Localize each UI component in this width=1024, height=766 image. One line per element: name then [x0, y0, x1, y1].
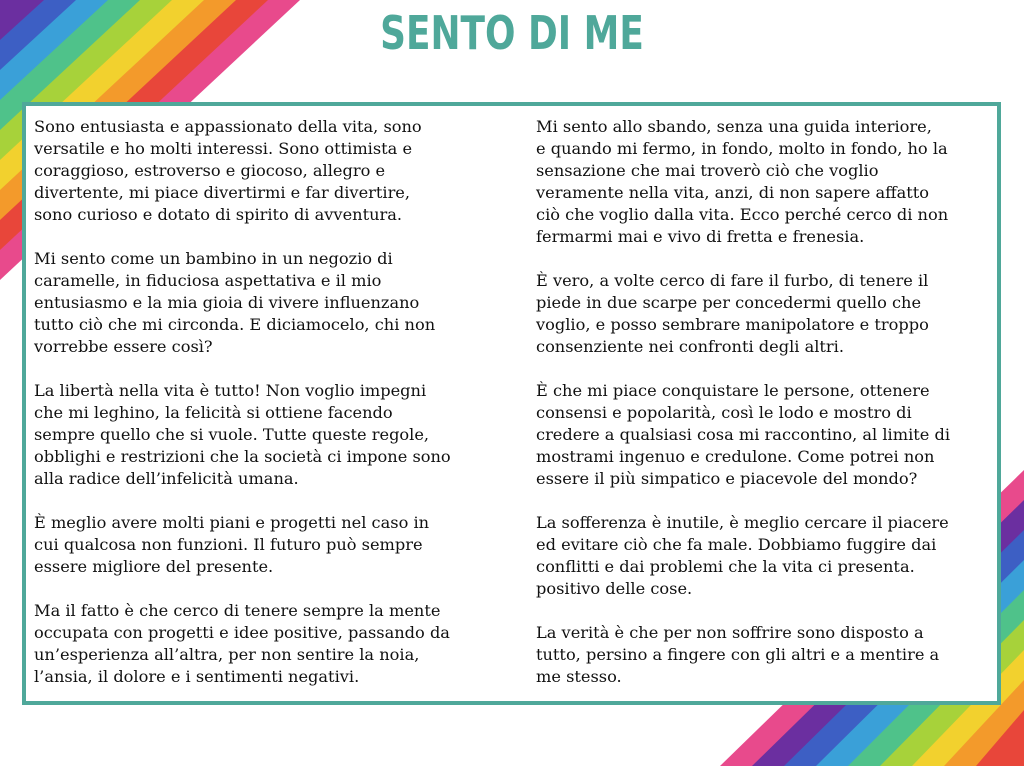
paragraph: La verità è che per non soffrire sono disposto a tutto, persino a fingere con gli altri e a mentire a me stesso.: [536, 623, 940, 686]
paragraph: La libertà nella vita è tutto! Non voglio impegni che mi leghino, la felicità si ottiene facendo sempre quello che si vuole. Tutte queste regole, obblighi e restrizioni che la società ci impone sono alla radice dell’infelicità umana.: [34, 381, 451, 488]
paragraph: È che mi piace conquistare le persone, ottenere consensi e popolarità, così le lodo e mostro di credere a qualsiasi cosa mi raccontino, al limite di mostrami ingenuo e credulone. Come potrei non essere il più simpatico e piacevole del mondo?: [536, 381, 951, 488]
text-box: [22, 102, 1001, 705]
right-column: [536, 116, 998, 710]
page-title: SENTO DI ME: [380, 6, 644, 60]
paragraph: Ma il fatto è che cerco di tenere sempre la mente occupata con progetti e idee positive, passando da un’esperienza all’altra, per non sentire la noia, l’ansia, il dolore e i sentimenti negativi.: [34, 601, 450, 686]
paragraph: Mi sento allo sbando, senza una guida interiore, e quando mi fermo, in fondo, molto in fondo, ho la sensazione che mai troverò ciò che voglio veramente nella vita, anzi, di non sapere affatto ciò che voglio dalla vita. Ecco perché cerco di non fermarmi mai e vivo di fretta e frenesia.: [536, 117, 949, 246]
paragraph: È meglio avere molti piani e progetti nel caso in cui qualcosa non funzioni. Il futuro può sempre essere migliore del presente.: [34, 513, 430, 576]
paragraph: È vero, a volte cerco di fare il furbo, di tenere il piede in due scarpe per concedermi quello che voglio, e posso sembrare manipolatore e troppo consenziente nei confronti degli altri.: [536, 271, 929, 356]
paragraph: Sono entusiasta e appassionato della vita, sono versatile e ho molti interessi. Sono ottimista e coraggioso, estroverso e giocoso, allegro e divertente, mi piace divertirmi e far divertire, sono curioso e dotato di spirito di avventura.: [34, 117, 422, 224]
left-column: [34, 116, 504, 710]
paragraph: Mi sento come un bambino in un negozio di caramelle, in fiduciosa aspettativa e il mio entusiasmo e la mia gioia di vivere influenzano tutto ciò che mi circonda. E diciamocelo, chi non vorrebbe essere così?: [34, 249, 436, 356]
paragraph: La sofferenza è inutile, è meglio cercare il piacere ed evitare ciò che fa male. Dobbiamo fuggire dai conflitti e dai problemi che la vita ci presenta. positivo delle cose.: [536, 513, 949, 598]
